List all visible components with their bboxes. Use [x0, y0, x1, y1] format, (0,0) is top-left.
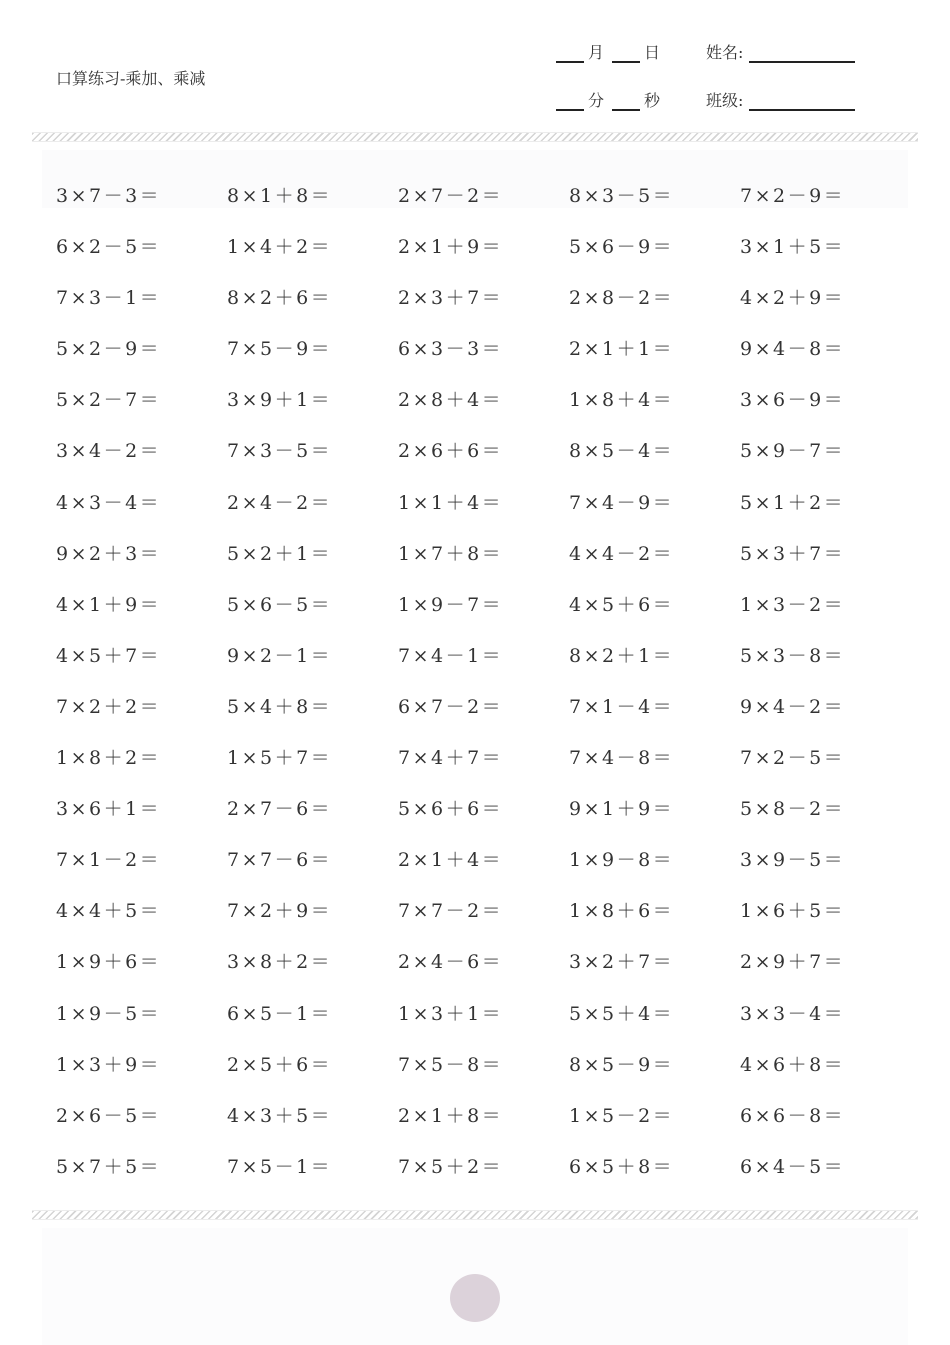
problem-item: 2×1＋4＝	[398, 849, 504, 872]
problem-item: 5×1＋2＝	[740, 491, 846, 514]
problem-item: 3×4－2＝	[56, 440, 162, 463]
problem-item: 8×2＋1＝	[569, 644, 675, 667]
problem-item: 7×7－6＝	[227, 849, 333, 872]
problem-item: 2×7－2＝	[398, 185, 504, 207]
problem-item: 5×2－7＝	[56, 389, 162, 412]
problem-item: 1×4＋2＝	[227, 236, 333, 259]
problem-item: 2×4－2＝	[227, 491, 333, 514]
problem-item: 1×5－2＝	[569, 1104, 675, 1127]
problem-item: 8×5－9＝	[569, 1053, 675, 1076]
problem-item: 6×3－3＝	[398, 338, 504, 361]
problem-item: 7×4＋7＝	[398, 747, 504, 770]
problem-item: 6×2－5＝	[56, 236, 162, 259]
class-blank[interactable]	[749, 95, 855, 111]
problem-item: 3×9－5＝	[740, 849, 846, 872]
name-label: 姓名:	[706, 43, 744, 62]
problem-item: 4×6＋8＝	[740, 1053, 846, 1076]
problem-item: 5×7＋5＝	[56, 1155, 162, 1178]
problem-item: 5×5＋4＝	[569, 1002, 675, 1025]
problem-item: 7×1－2＝	[56, 849, 162, 872]
month-blank[interactable]	[556, 47, 584, 63]
problem-item: 2×8＋4＝	[398, 389, 504, 412]
problem-item: 3×1＋5＝	[740, 236, 846, 259]
problem-item: 7×1－4＝	[569, 695, 675, 718]
problem-item: 1×3＋1＝	[398, 1002, 504, 1025]
problem-item: 8×2＋6＝	[227, 287, 333, 310]
problem-item: 7×2－9＝	[740, 185, 846, 207]
problem-item: 3×6－9＝	[740, 389, 846, 412]
problem-item: 5×3＋7＝	[740, 542, 846, 565]
name-line	[706, 40, 855, 63]
problem-item: 8×1＋8＝	[227, 185, 333, 207]
problem-item: 7×3－1＝	[56, 287, 162, 310]
problem-item: 1×7＋8＝	[398, 542, 504, 565]
problem-item: 2×6－5＝	[56, 1104, 162, 1127]
problem-item: 7×4－1＝	[398, 644, 504, 667]
day-blank[interactable]	[612, 47, 640, 63]
problem-item: 1×1＋4＝	[398, 491, 504, 514]
problem-item: 5×6－9＝	[569, 236, 675, 259]
problem-item: 7×4－9＝	[569, 491, 675, 514]
problem-item: 3×6＋1＝	[56, 798, 162, 821]
problem-item: 2×6＋6＝	[398, 440, 504, 463]
problem-item: 3×3－4＝	[740, 1002, 846, 1025]
problem-item: 2×4－6＝	[398, 951, 504, 974]
problem-item: 1×9－5＝	[56, 1002, 162, 1025]
problem-item: 5×2＋1＝	[227, 542, 333, 565]
problem-item: 2×3＋7＝	[398, 287, 504, 310]
problem-item: 2×9＋7＝	[740, 951, 846, 974]
problem-grid	[56, 176, 911, 1198]
problem-item: 2×8－2＝	[569, 287, 675, 310]
problem-item: 3×8＋2＝	[227, 951, 333, 974]
problem-item: 7×5＋2＝	[398, 1155, 504, 1178]
class-line	[706, 88, 855, 111]
problem-item: 6×6－8＝	[740, 1104, 846, 1127]
problem-item: 1×8＋2＝	[56, 747, 162, 770]
problem-item: 1×3－2＝	[740, 593, 846, 616]
top-hatched-divider	[32, 132, 918, 142]
name-blank[interactable]	[749, 47, 855, 63]
problem-item: 6×4－5＝	[740, 1155, 846, 1178]
time-line	[556, 88, 660, 111]
problem-item: 9×4－8＝	[740, 338, 846, 361]
problem-item: 3×9＋1＝	[227, 389, 333, 412]
problem-item: 7×5－9＝	[227, 338, 333, 361]
problem-item: 2×1＋9＝	[398, 236, 504, 259]
problem-item: 5×6＋6＝	[398, 798, 504, 821]
day-label: 日	[644, 43, 661, 62]
problem-item: 4×3＋5＝	[227, 1104, 333, 1127]
second-label: 秒	[644, 91, 661, 110]
problem-item: 7×2＋2＝	[56, 695, 162, 718]
problem-item: 6×7－2＝	[398, 695, 504, 718]
problem-item: 5×2－9＝	[56, 338, 162, 361]
problem-item: 2×5＋6＝	[227, 1053, 333, 1076]
problem-item: 1×9－7＝	[398, 593, 504, 616]
second-blank[interactable]	[612, 95, 640, 111]
problem-item: 4×3－4＝	[56, 491, 162, 514]
problem-item: 8×5－4＝	[569, 440, 675, 463]
bottom-hatched-divider	[32, 1210, 918, 1220]
problem-item: 7×4－8＝	[569, 747, 675, 770]
problem-item: 7×2＋9＝	[227, 900, 333, 923]
worksheet-title: 口算练习-乘加、乘减	[56, 69, 206, 88]
page-indicator-dot	[450, 1274, 500, 1322]
problem-item: 1×8＋6＝	[569, 900, 675, 923]
problem-item: 5×4＋8＝	[227, 695, 333, 718]
problem-item: 1×3＋9＝	[56, 1053, 162, 1076]
problem-item: 3×7－3＝	[56, 185, 162, 207]
problem-item: 8×3－5＝	[569, 185, 675, 207]
problem-item: 4×5＋6＝	[569, 593, 675, 616]
problem-item: 1×9－8＝	[569, 849, 675, 872]
problem-item: 7×5－8＝	[398, 1053, 504, 1076]
problem-item: 9×1＋9＝	[569, 798, 675, 821]
problem-item: 9×4－2＝	[740, 695, 846, 718]
minute-blank[interactable]	[556, 95, 584, 111]
problem-item: 1×5＋7＝	[227, 747, 333, 770]
problem-item: 4×2＋9＝	[740, 287, 846, 310]
problem-item: 4×1＋9＝	[56, 593, 162, 616]
problem-item: 6×5－1＝	[227, 1002, 333, 1025]
problem-item: 9×2＋3＝	[56, 542, 162, 565]
problem-item: 4×4－2＝	[569, 542, 675, 565]
problem-item: 7×7－2＝	[398, 900, 504, 923]
problem-item: 1×9＋6＝	[56, 951, 162, 974]
problem-item: 5×6－5＝	[227, 593, 333, 616]
problem-item: 4×4＋5＝	[56, 900, 162, 923]
month-label: 月	[588, 43, 605, 62]
problem-item: 3×2＋7＝	[569, 951, 675, 974]
problem-item: 2×1＋8＝	[398, 1104, 504, 1127]
problem-item: 7×2－5＝	[740, 747, 846, 770]
problem-item: 9×2－1＝	[227, 644, 333, 667]
problem-item: 5×9－7＝	[740, 440, 846, 463]
class-label: 班级:	[706, 91, 744, 110]
problem-item: 5×8－2＝	[740, 798, 846, 821]
date-line	[556, 40, 660, 63]
problem-item: 7×3－5＝	[227, 440, 333, 463]
problem-item: 1×6＋5＝	[740, 900, 846, 923]
problem-item: 1×8＋4＝	[569, 389, 675, 412]
problem-item: 5×3－8＝	[740, 644, 846, 667]
problem-item: 4×5＋7＝	[56, 644, 162, 667]
problem-item: 2×1＋1＝	[569, 338, 675, 361]
problem-item: 2×7－6＝	[227, 798, 333, 821]
minute-label: 分	[588, 91, 605, 110]
problem-item: 7×5－1＝	[227, 1155, 333, 1178]
problem-item: 6×5＋8＝	[569, 1155, 675, 1178]
